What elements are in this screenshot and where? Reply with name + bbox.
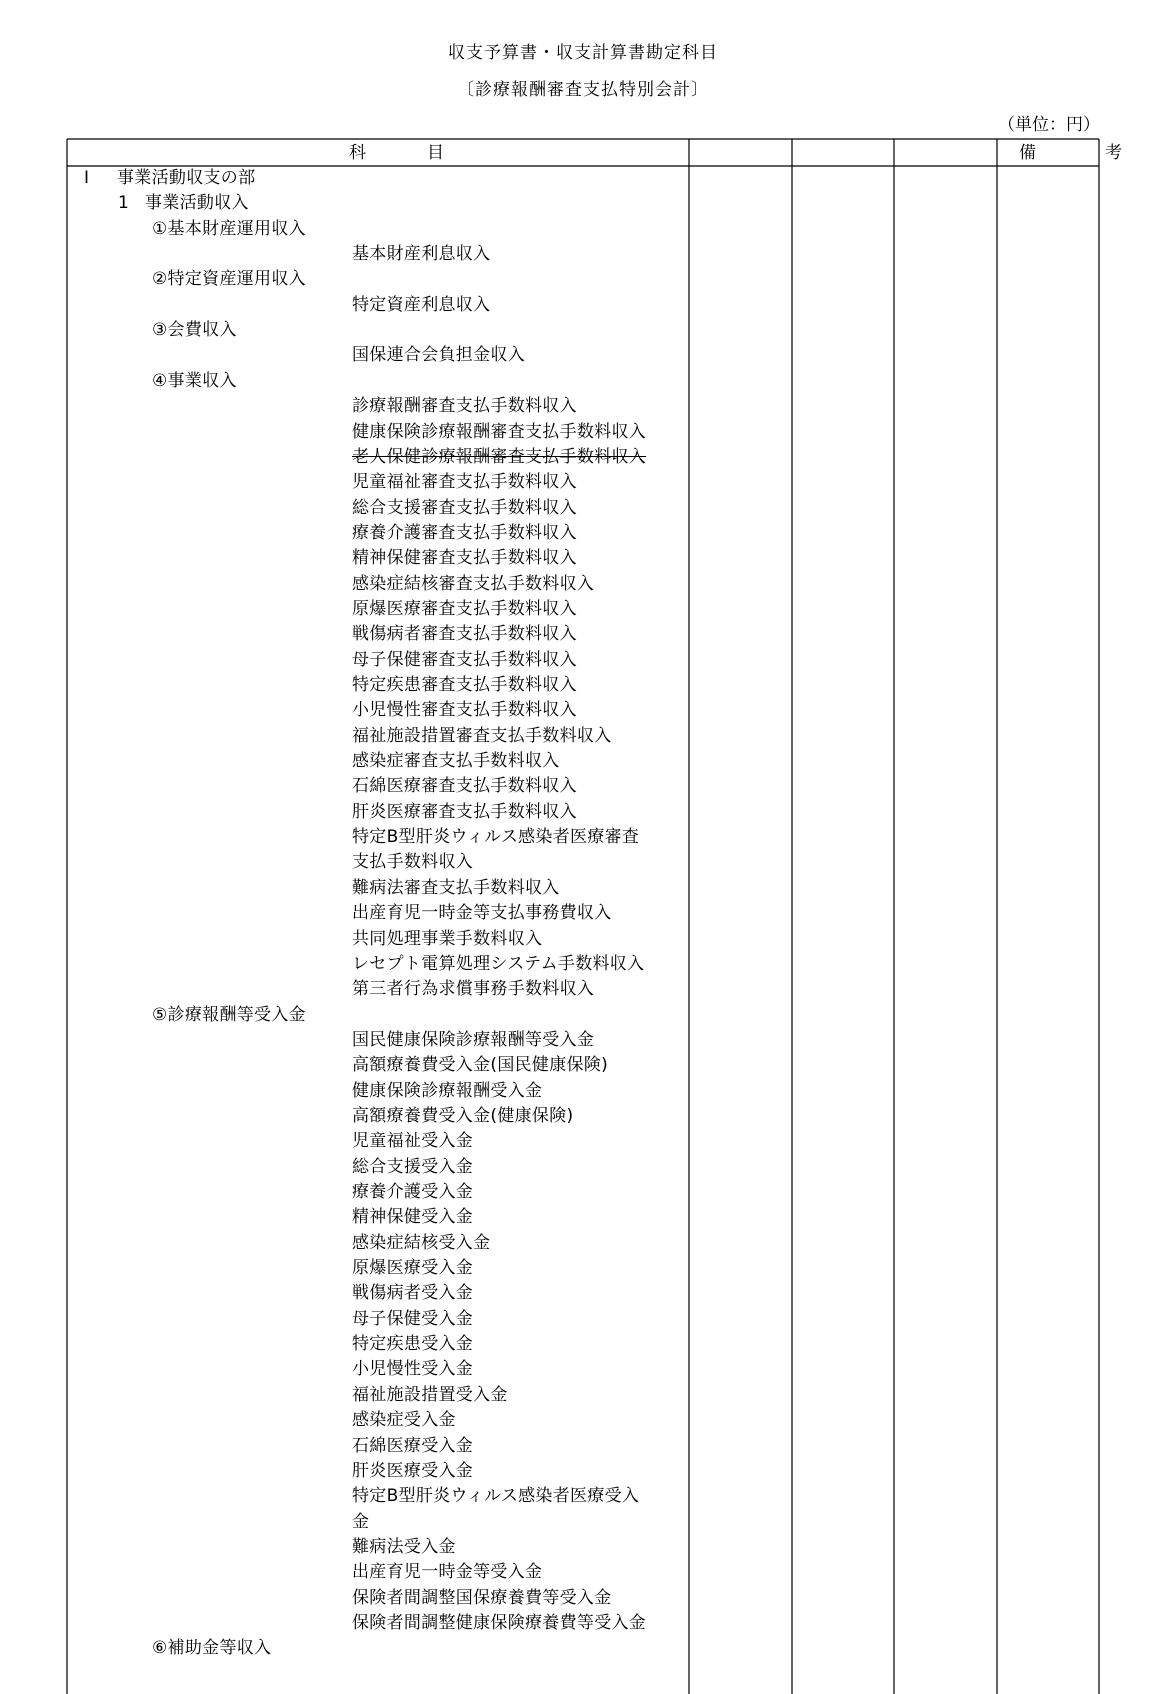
account-item-level-3: 療養介護審査支払手数料収入 <box>352 522 577 543</box>
row-marker: 1 <box>118 193 130 214</box>
account-item-level-3: 国保連合会負担金収入 <box>352 345 525 366</box>
account-item-level-2: ⑥補助金等収入 <box>152 1638 272 1659</box>
account-item-level-3: 精神保健審査支払手数料収入 <box>352 548 577 569</box>
account-item-level-3: 原爆医療審査支払手数料収入 <box>352 598 577 619</box>
page-title: 収支予算書・収支計算書勘定科目 <box>448 43 718 63</box>
account-item-level-3: 保険者間調整国保療養費等受入金 <box>352 1587 612 1608</box>
account-item-level-3: 児童福祉審査支払手数料収入 <box>352 472 577 493</box>
account-item-level-3: 母子保健審査支払手数料収入 <box>352 649 577 670</box>
account-item-level-3: 福祉施設措置審査支払手数料収入 <box>352 725 612 746</box>
account-item-level-3: 福祉施設措置受入金 <box>352 1384 508 1405</box>
account-item-level-3: 出産育児一時金等受入金 <box>352 1562 543 1583</box>
account-item-level-3: 診療報酬審査支払手数料収入 <box>352 396 577 417</box>
account-item-level-3: 感染症結核審査支払手数料収入 <box>352 573 595 594</box>
header-subject: 科 目 <box>349 143 466 163</box>
account-item-level-3: 原爆医療受入金 <box>352 1258 474 1279</box>
account-item-level-3: 高額療養費受入金(健康保険) <box>352 1105 574 1126</box>
account-item-level-3: 難病法審査支払手数料収入 <box>352 877 560 898</box>
account-item-level-3: 肝炎医療審査支払手数料収入 <box>352 801 577 822</box>
account-item-level-3: 金 <box>352 1511 370 1532</box>
account-item-level-3: 療養介護受入金 <box>352 1182 474 1202</box>
account-item-level-2: ④事業収入 <box>152 370 237 391</box>
account-item-level-3: 出産育児一時金等支払事務費収入 <box>352 903 612 924</box>
account-item-level-3: 健康保険診療報酬受入金 <box>352 1080 543 1101</box>
account-item-level-3: 感染症審査支払手数料収入 <box>352 751 560 772</box>
account-item-level-3: 石綿医療受入金 <box>352 1435 474 1456</box>
account-item-level-2: ③会費収入 <box>152 320 237 341</box>
page-subtitle: 〔診療報酬審査支払特別会計〕 <box>457 80 709 100</box>
account-item-level-3: 小児慢性審査支払手数料収入 <box>352 700 577 721</box>
account-item-level-2: ①基本財産運用収入 <box>152 218 306 239</box>
account-item-level-3: 共同処理事業手数料収入 <box>352 928 543 949</box>
account-item-level-3: 健康保険診療報酬審査支払手数料収入 <box>352 421 647 442</box>
account-item-level-3: 小児慢性受入金 <box>352 1359 474 1380</box>
account-item-level-3: 戦傷病者審査支払手数料収入 <box>352 624 577 645</box>
account-item-level-2: ②特定資産運用収入 <box>152 269 306 290</box>
account-item-level-3: 精神保健受入金 <box>352 1207 474 1228</box>
account-item-level-3: 児童福祉受入金 <box>352 1131 474 1152</box>
account-item-level-3: 戦傷病者受入金 <box>352 1283 474 1304</box>
account-item-level-3: 特定疾患受入金 <box>352 1334 474 1355</box>
account-item-level-3: 肝炎医療受入金 <box>352 1460 474 1481</box>
account-item-level-3: 母子保健受入金 <box>352 1308 474 1329</box>
account-item-level-3: 難病法受入金 <box>352 1536 456 1557</box>
account-item-level-3: 感染症受入金 <box>352 1410 456 1431</box>
account-item-level-3: 老人保健診療報酬審査支払手数料収入 <box>352 446 647 467</box>
account-item-level-0: 事業活動収支の部 <box>117 168 256 188</box>
account-item-level-3: 第三者行為求償事務手数料収入 <box>352 979 595 1000</box>
account-item-level-3: 特定疾患審査支払手数料収入 <box>352 675 577 695</box>
account-item-level-3: 石綿医療審査支払手数料収入 <box>352 776 577 797</box>
account-item-level-3: 感染症結核受入金 <box>352 1232 491 1253</box>
account-item-level-2: ⑤診療報酬等受入金 <box>152 1004 306 1025</box>
account-item-level-3: 基本財産利息収入 <box>352 244 491 265</box>
header-remarks: 備 考 <box>1019 143 1148 163</box>
account-item-level-3: 特定B型肝炎ウィルス感染者医療受入 <box>352 1486 640 1507</box>
account-item-level-3: 特定資産利息収入 <box>352 294 491 315</box>
account-item-level-3: 総合支援審査支払手数料収入 <box>352 497 577 518</box>
row-marker: Ⅰ <box>84 168 90 188</box>
account-item-level-3: 国民健康保険診療報酬等受入金 <box>352 1029 595 1050</box>
unit-label: （単位：円） <box>998 115 1100 135</box>
account-item-level-1: 事業活動収入 <box>145 193 249 214</box>
account-item-level-3: 保険者間調整健康保険療養費等受入金 <box>352 1612 647 1633</box>
account-item-level-3: レセプト電算処理システム手数料収入 <box>352 953 645 974</box>
account-item-level-3: 支払手数料収入 <box>352 852 474 873</box>
account-item-level-3: 高額療養費受入金(国民健康保険) <box>352 1055 609 1076</box>
account-item-level-3: 特定B型肝炎ウィルス感染者医療審査 <box>352 827 640 848</box>
account-item-level-3: 総合支援受入金 <box>352 1156 474 1177</box>
